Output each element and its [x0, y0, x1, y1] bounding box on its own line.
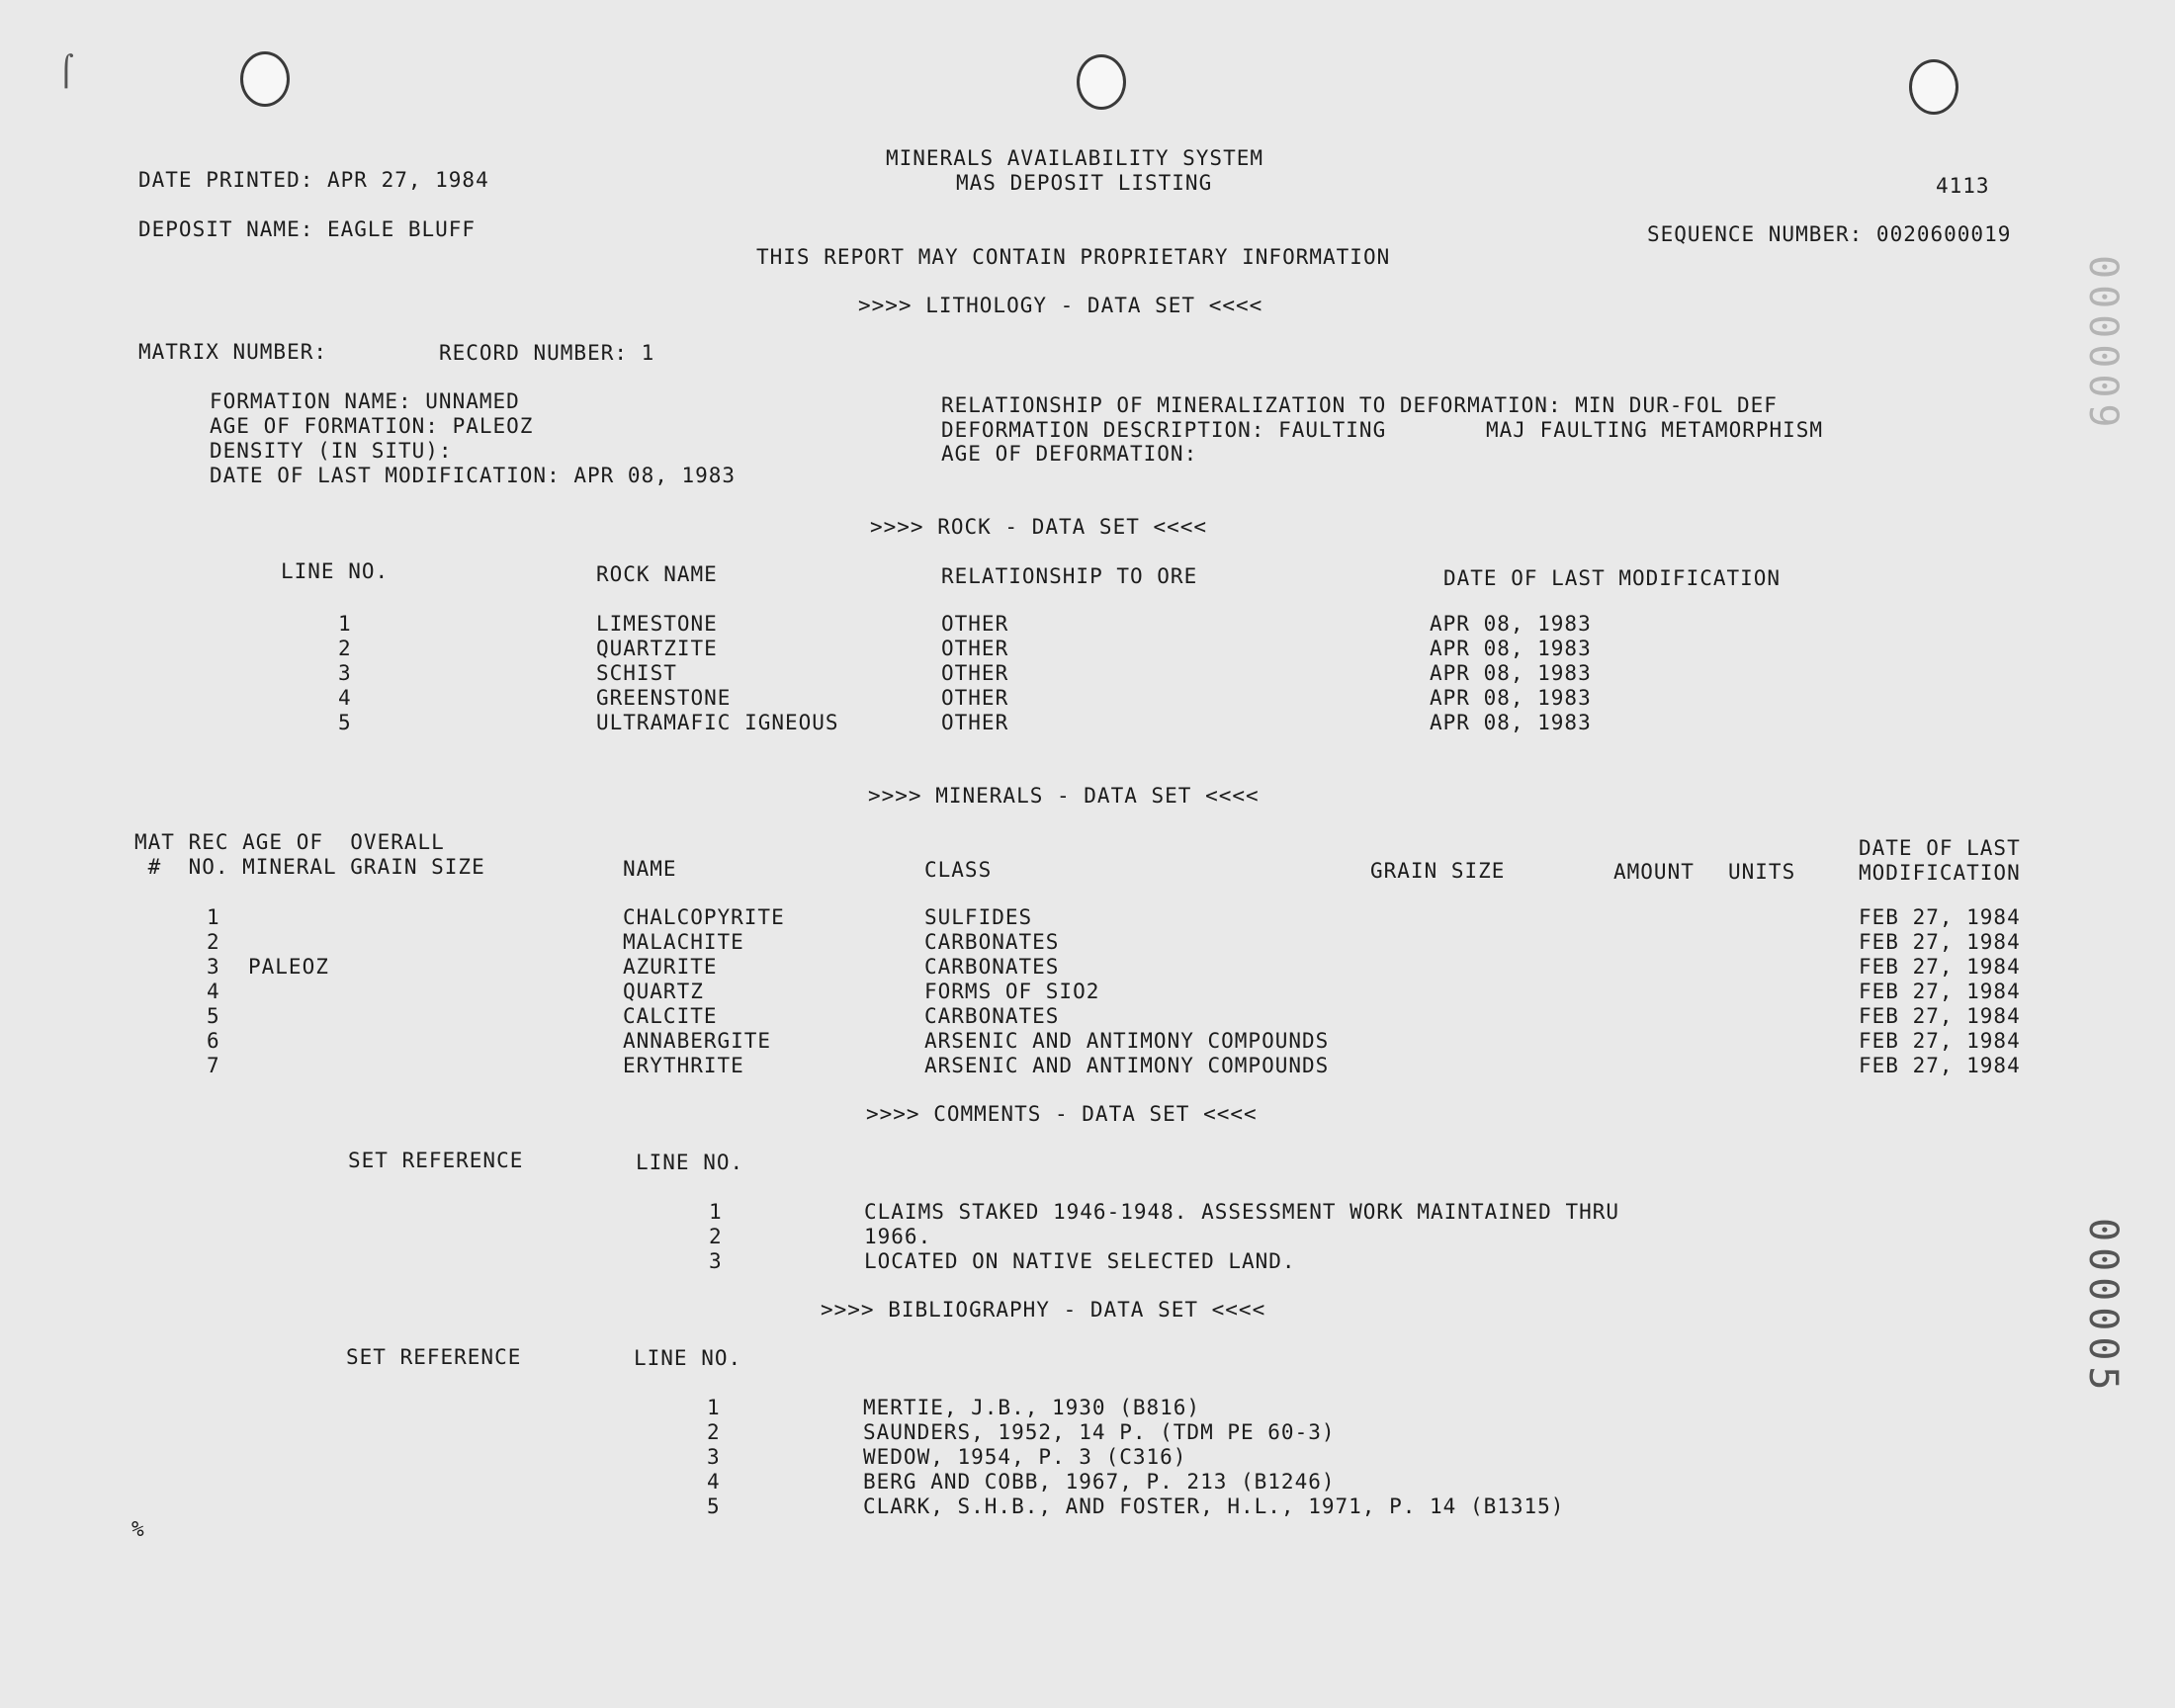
- sequence-number: SEQUENCE NUMBER: 0020600019: [1647, 222, 2012, 246]
- punch-hole-right: [1909, 59, 1958, 115]
- mineral-name: CALCITE: [623, 1004, 718, 1028]
- mineral-class: CARBONATES: [924, 1004, 1060, 1028]
- rock-name: LIMESTONE: [596, 612, 718, 636]
- comment-text: LOCATED ON NATIVE SELECTED LAND.: [864, 1249, 1296, 1273]
- rock-name: SCHIST: [596, 661, 677, 685]
- system-title: MINERALS AVAILABILITY SYSTEM: [886, 146, 1264, 170]
- mineral-rec: 1: [207, 905, 220, 929]
- minerals-section-title: >>>> MINERALS - DATA SET <<<<: [868, 784, 1260, 808]
- mineral-name: ANNABERGITE: [623, 1029, 772, 1053]
- mineral-class: CARBONATES: [924, 955, 1060, 979]
- mineral-class: ARSENIC AND ANTIMONY COMPOUNDS: [924, 1029, 1330, 1053]
- rock-line: 1: [338, 612, 352, 636]
- rock-date: APR 08, 1983: [1430, 661, 1592, 685]
- mineral-date: FEB 27, 1984: [1859, 1054, 2021, 1077]
- comment-text: 1966.: [864, 1225, 932, 1248]
- mineral-rec: 4: [207, 980, 220, 1003]
- age-of-deformation: AGE OF DEFORMATION:: [941, 442, 1198, 466]
- pen-mark-icon: ⌠: [57, 54, 77, 89]
- bibliography-line-no: LINE NO.: [634, 1346, 742, 1370]
- mineral-date: FEB 27, 1984: [1859, 930, 2021, 954]
- mineralization-relationship: RELATIONSHIP OF MINERALIZATION TO DEFORMATION: MIN DUR-FOL DEF: [941, 393, 1778, 417]
- rock-line: 5: [338, 711, 352, 734]
- bibliography-text: MERTIE, J.B., 1930 (B816): [863, 1396, 1201, 1419]
- page-number: 4113: [1936, 174, 1990, 198]
- bibliography-section-title: >>>> BIBLIOGRAPHY - DATA SET <<<<: [821, 1298, 1266, 1322]
- listing-title: MAS DEPOSIT LISTING: [956, 171, 1213, 195]
- rock-name: ULTRAMAFIC IGNEOUS: [596, 711, 839, 734]
- mineral-class: ARSENIC AND ANTIMONY COMPOUNDS: [924, 1054, 1330, 1077]
- minerals-header-class: CLASS: [924, 858, 993, 882]
- punch-hole-center: [1077, 54, 1126, 110]
- comment-line: 3: [709, 1249, 723, 1273]
- rock-relationship: OTHER: [941, 661, 1009, 685]
- minerals-header-date1: DATE OF LAST: [1859, 836, 2021, 860]
- mineral-name: MALACHITE: [623, 930, 744, 954]
- mineral-name: AZURITE: [623, 955, 718, 979]
- mineral-age: PALEOZ: [248, 955, 329, 979]
- comment-line: 2: [709, 1225, 723, 1248]
- rock-relationship: OTHER: [941, 711, 1009, 734]
- comments-set-reference: SET REFERENCE: [348, 1149, 524, 1172]
- date-printed: DATE PRINTED: APR 27, 1984: [138, 168, 489, 192]
- mineral-rec: 7: [207, 1054, 220, 1077]
- deformation-description: DEFORMATION DESCRIPTION: FAULTING: [941, 418, 1387, 442]
- comments-section-title: >>>> COMMENTS - DATA SET <<<<: [866, 1102, 1258, 1126]
- mineral-class: SULFIDES: [924, 905, 1033, 929]
- rock-header-name: ROCK NAME: [596, 562, 718, 586]
- rock-relationship: OTHER: [941, 686, 1009, 710]
- punch-hole-left: [240, 51, 290, 107]
- formation-name: FORMATION NAME: UNNAMED: [210, 389, 520, 413]
- age-of-formation: AGE OF FORMATION: PALEOZ: [210, 414, 534, 438]
- mineral-date: FEB 27, 1984: [1859, 1004, 2021, 1028]
- rock-name: QUARTZITE: [596, 637, 718, 660]
- rock-line: 2: [338, 637, 352, 660]
- bibliography-line: 4: [707, 1470, 721, 1494]
- bibliography-line: 3: [707, 1445, 721, 1469]
- deformation-extra: MAJ FAULTING METAMORPHISM: [1486, 418, 1824, 442]
- bibliography-text: BERG AND COBB, 1967, P. 213 (B1246): [863, 1470, 1336, 1494]
- bibliography-text: SAUNDERS, 1952, 14 P. (TDM PE 60-3): [863, 1420, 1336, 1444]
- faint-stamp-number: 000009: [2080, 255, 2126, 434]
- rock-date: APR 08, 1983: [1430, 686, 1592, 710]
- mineral-class: FORMS OF SIO2: [924, 980, 1100, 1003]
- mineral-rec: 3: [207, 955, 220, 979]
- bibliography-set-reference: SET REFERENCE: [346, 1345, 522, 1369]
- rock-relationship: OTHER: [941, 637, 1009, 660]
- rock-line: 4: [338, 686, 352, 710]
- rock-header-relationship: RELATIONSHIP TO ORE: [941, 564, 1198, 588]
- minerals-header-line2: # NO. MINERAL GRAIN SIZE: [134, 855, 485, 879]
- rock-date: APR 08, 1983: [1430, 637, 1592, 660]
- bibliography-line: 2: [707, 1420, 721, 1444]
- rock-relationship: OTHER: [941, 612, 1009, 636]
- mineral-rec: 5: [207, 1004, 220, 1028]
- bibliography-text: WEDOW, 1954, P. 3 (C316): [863, 1445, 1187, 1469]
- bibliography-line: 1: [707, 1396, 721, 1419]
- minerals-header-units: UNITS: [1728, 860, 1796, 884]
- lithology-last-modification: DATE OF LAST MODIFICATION: APR 08, 1983: [210, 464, 737, 487]
- mineral-date: FEB 27, 1984: [1859, 955, 2021, 979]
- stamp-number: 000005: [2080, 1218, 2126, 1397]
- rock-name: GREENSTONE: [596, 686, 732, 710]
- rock-date: APR 08, 1983: [1430, 612, 1592, 636]
- minerals-header-date2: MODIFICATION: [1859, 861, 2021, 885]
- percent-mark: %: [131, 1517, 145, 1541]
- mineral-date: FEB 27, 1984: [1859, 980, 2021, 1003]
- rock-header-line: LINE NO.: [281, 559, 390, 583]
- mineral-date: FEB 27, 1984: [1859, 905, 2021, 929]
- minerals-header-grain: GRAIN SIZE: [1370, 859, 1506, 883]
- minerals-header-line1: MAT REC AGE OF OVERALL: [134, 830, 445, 854]
- comment-line: 1: [709, 1200, 723, 1224]
- mineral-name: QUARTZ: [623, 980, 704, 1003]
- rock-section-title: >>>> ROCK - DATA SET <<<<: [870, 515, 1208, 539]
- mineral-name: ERYTHRITE: [623, 1054, 744, 1077]
- minerals-header-name: NAME: [623, 857, 677, 881]
- bibliography-text: CLARK, S.H.B., AND FOSTER, H.L., 1971, P. 14 (B1315): [863, 1494, 1565, 1518]
- rock-line: 3: [338, 661, 352, 685]
- mineral-name: CHALCOPYRITE: [623, 905, 785, 929]
- density: DENSITY (IN SITU):: [210, 439, 453, 463]
- comment-text: CLAIMS STAKED 1946-1948. ASSESSMENT WORK MAINTAINED THRU: [864, 1200, 1620, 1224]
- lithology-section-title: >>>> LITHOLOGY - DATA SET <<<<: [858, 294, 1263, 317]
- proprietary-notice: THIS REPORT MAY CONTAIN PROPRIETARY INFORMATION: [756, 245, 1391, 269]
- minerals-header-amount: AMOUNT: [1613, 860, 1695, 884]
- mineral-rec: 2: [207, 930, 220, 954]
- deposit-name: DEPOSIT NAME: EAGLE BLUFF: [138, 217, 477, 241]
- comments-line-no: LINE NO.: [636, 1151, 744, 1174]
- rock-date: APR 08, 1983: [1430, 711, 1592, 734]
- matrix-number: MATRIX NUMBER:: [138, 340, 328, 364]
- record-number: RECORD NUMBER: 1: [439, 341, 655, 365]
- mineral-class: CARBONATES: [924, 930, 1060, 954]
- mineral-date: FEB 27, 1984: [1859, 1029, 2021, 1053]
- rock-header-date: DATE OF LAST MODIFICATION: [1443, 566, 1782, 590]
- bibliography-line: 5: [707, 1494, 721, 1518]
- mineral-rec: 6: [207, 1029, 220, 1053]
